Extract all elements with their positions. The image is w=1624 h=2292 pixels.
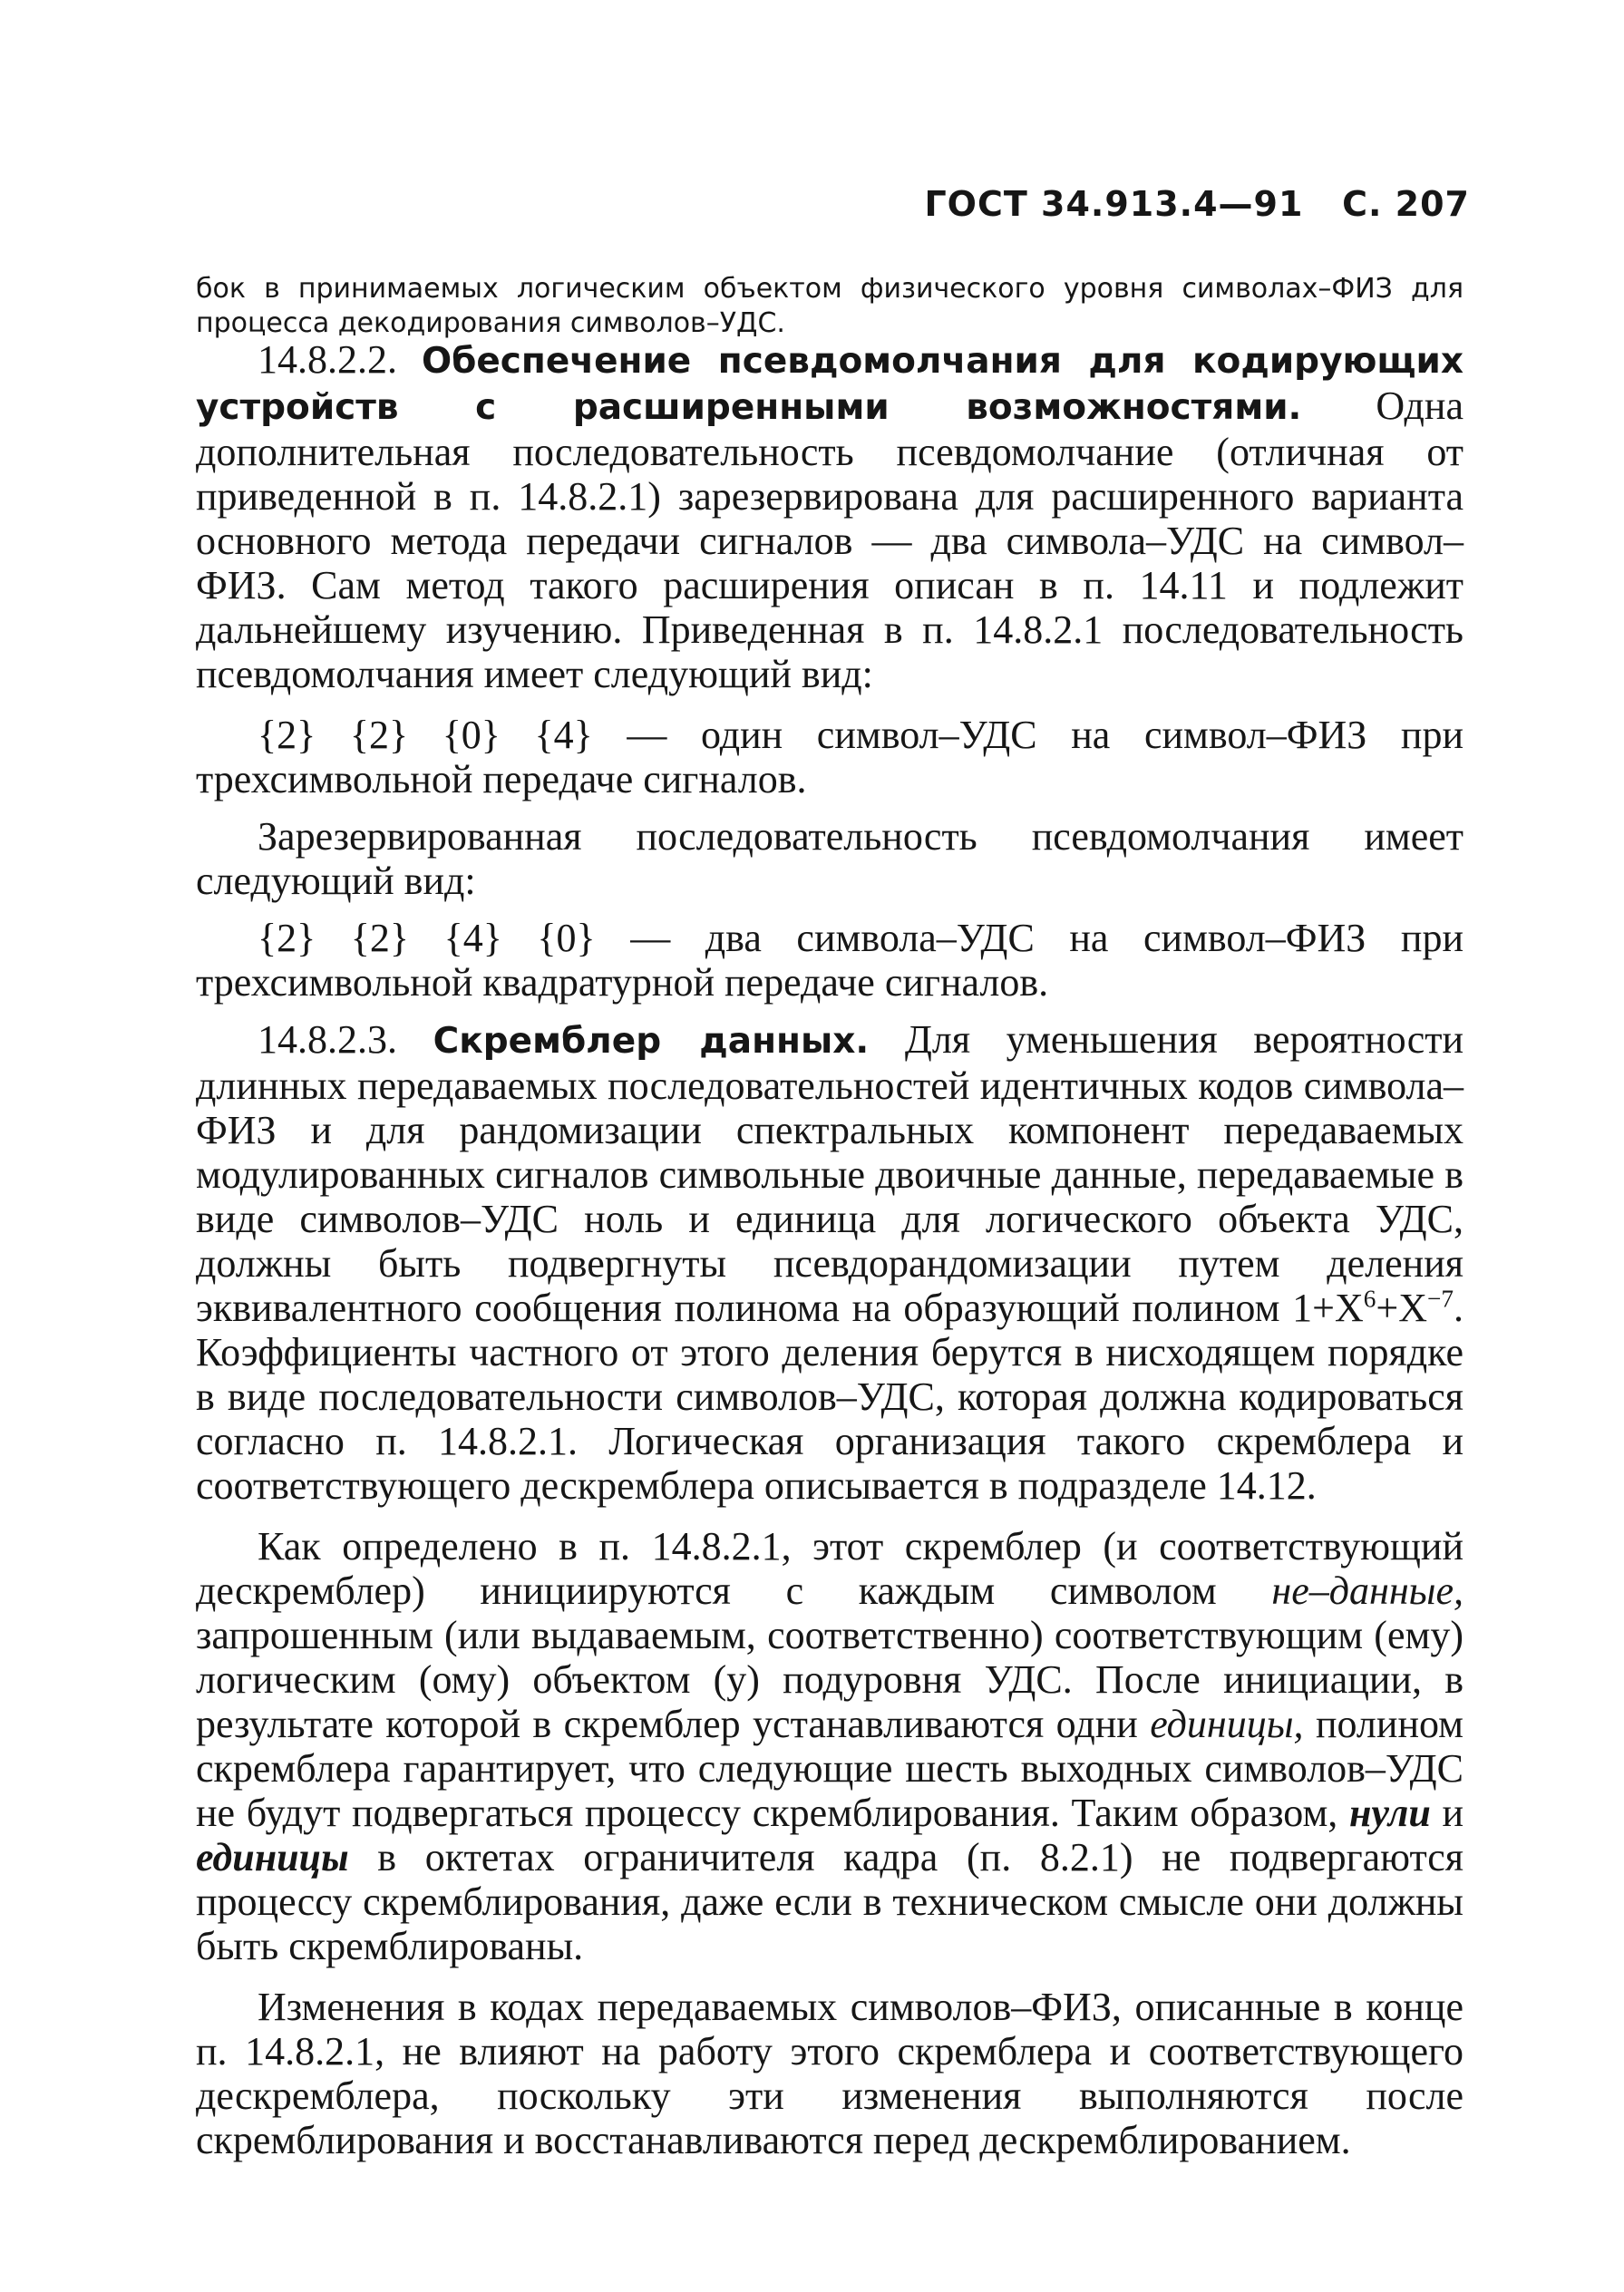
- polynomial-formula: $1+X^6+X^{-7}$.: [1292, 1285, 1464, 1330]
- paragraph-text-continued: Коэффициенты частного от этого деления берутся в нисходящем порядке в виде последовательности символов–УДС, которая должна кодироваться согласно п. 14.8.2.1. Логическая организация такого скремблера и соответствующего дескремблера описывается в подразделе 14.12.: [196, 1330, 1464, 1508]
- scrambler-initiation-paragraph: Как определено в п. 14.8.2.1, этот скремблер (и соответствующий дескремблер) инициируются с каждым символом не–данные, запрошенным (или выдаваемым, соответственно) соответствующим (ему) логическим (ому) объектом (у) подуровня УДС. После инициации, в результате которой в скремблер устанавливаются одни единицы, полином скремблера гарантирует, что следующие шесть выходных символов–УДС не будут подвергаться процессу скремблирования. Таким образом, нули и единицы в октетах ограничителя кадра (п. 8.2.1) не подвергаются процессу скремблирования, даже если в техническом смысле они должны быть скремблированы.: [196, 1524, 1464, 1968]
- page-header: [924, 184, 1470, 224]
- reserved-sequence: {2} {2} {4} {0} — два символа–УДС на символ–ФИЗ при трехсимвольной квадратурной передаче сигналов.: [196, 916, 1464, 1005]
- section-number: 14.8.2.2.: [258, 337, 397, 382]
- emphasis-term: единицы,: [1150, 1702, 1304, 1746]
- pseudo-silence-sequence: {2} {2} {0} {4} — один символ–УДС на символ–ФИЗ при трехсимвольной передаче сигналов.: [196, 713, 1464, 801]
- standard-number: ГОСТ 34.913.4—91: [924, 184, 1304, 224]
- paragraph-14-8-2-2: [196, 337, 1464, 696]
- continued-paragraph: бок в принимаемых логическим объектом физического уровня символах–ФИЗ для процесса декодирования символов–УДС.: [196, 273, 1464, 339]
- section-title: Скремблер данных.: [433, 1021, 870, 1062]
- code-changes-paragraph: Изменения в кодах передаваемых символов–ФИЗ, описанные в конце п. 14.8.2.1, не влияют на работу этого скремблера и соответствующего дескремблера, поскольку эти изменения выполняются после скремблирования и восстанавливаются перед дескремблированием.: [196, 1985, 1464, 2162]
- paragraph-text: Одна дополнительная последовательность псевдомолчание (отличная от приведенной в п. 14.8.2.1) зарезервирована для расширенного варианта основного метода передачи сигналов — два символа–УДС на символ–ФИЗ. Сам метод такого расширения описан в п. 14.11 и подлежит дальнейшему изучению. Приведенная в п. 14.8.2.1 последовательность псевдомолчания имеет следующий вид:: [196, 384, 1464, 696]
- emphasis-term: нули: [1348, 1791, 1431, 1835]
- paragraph-text: Для уменьшения вероятности длинных передаваемых последовательностей идентичных кодов символа–ФИЗ и для рандомизации спектральных компонент передаваемых модулированных сигналов символьные двоичные данные, передаваемые в виде символов–УДС ноль и единица для логического объекта УДС, должны быть подвергнуты псевдорандомизации путем деления эквивалентного сообщения полинома на образующий полином: [196, 1017, 1464, 1330]
- document-body: [196, 337, 1464, 2179]
- page-number: С. 207: [1342, 184, 1470, 224]
- section-title: Обеспечение псевдомолчания для кодирующих устройств с расширенными возможностями.: [196, 341, 1464, 428]
- paragraph-14-8-2-3: [196, 1017, 1464, 1508]
- section-number: 14.8.2.3.: [258, 1017, 397, 1062]
- emphasis-term: единицы: [196, 1835, 349, 1879]
- emphasis-term: не–данные,: [1271, 1568, 1464, 1613]
- reserved-sequence-intro: Зарезервированная последовательность псевдомолчания имеет следующий вид:: [196, 814, 1464, 903]
